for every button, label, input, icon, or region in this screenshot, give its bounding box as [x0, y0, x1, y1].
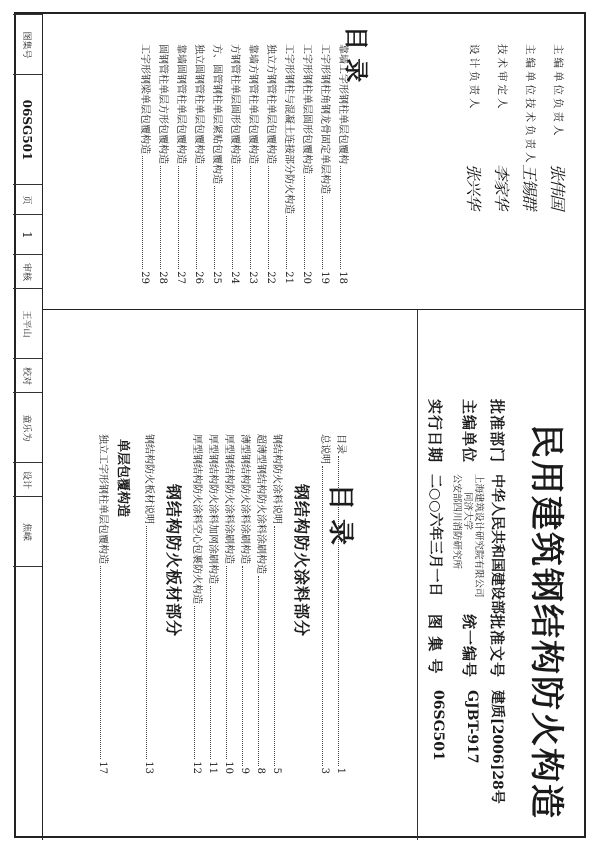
toc-item[interactable]: [194, 44, 208, 284]
toc-title: 目录: [335, 434, 346, 454]
toc-item[interactable]: [248, 44, 262, 284]
toc-page: 22: [265, 271, 276, 284]
toc-title: 靠墙圆钢管柱单层包覆构造: [175, 44, 186, 164]
toc-page: 28: [157, 271, 168, 284]
toc-title: 总说明: [319, 434, 330, 464]
unified-label: 统一编号: [460, 614, 478, 679]
tb-cell: 焦嵘: [13, 496, 42, 567]
signature-label-review: 技术审定人: [496, 44, 508, 112]
page-title: 民用建筑钢结构防火构造: [526, 424, 566, 820]
toc-page: 5: [271, 767, 282, 774]
toc-item[interactable]: [302, 44, 316, 284]
toc-item[interactable]: [158, 44, 172, 284]
toc-title: 钢结构防火涂料说明: [271, 434, 282, 524]
toc-title: 工字形钢梁单层包覆构造: [139, 44, 150, 154]
toc-title: 独立圆钢管柱单层包覆构造: [193, 44, 204, 164]
tb-atlas-value: 06SG501: [13, 74, 42, 185]
toc-title: 工字形钢柱角钢龙骨固定单层构造: [319, 44, 330, 194]
tb-cell: 童乐为: [13, 392, 42, 463]
toc-page: 11: [207, 761, 218, 774]
unified-value: GJBT-917: [464, 690, 480, 764]
atlas-label: 图 集 号: [426, 614, 444, 675]
toc-page: 20: [301, 271, 312, 284]
toc-item[interactable]: [336, 434, 350, 774]
toc-item[interactable]: [320, 434, 334, 774]
toc-item[interactable]: [192, 434, 206, 774]
toc-item[interactable]: [230, 44, 244, 284]
toc-page: 13: [143, 761, 154, 774]
toc-page: 29: [139, 271, 150, 284]
toc-item[interactable]: [212, 44, 226, 284]
toc-page: 12: [191, 761, 202, 774]
toc-item[interactable]: [98, 434, 112, 774]
toc-title: 靠墙工字形钢柱单层包覆构: [337, 44, 348, 164]
signature-label-director: 主编单位负责人: [552, 44, 564, 139]
toc-page: 19: [319, 271, 330, 284]
toc-item[interactable]: [208, 434, 222, 774]
signature-label-design: 设计负责人: [468, 44, 480, 112]
atlas-value: 06SG501: [430, 690, 446, 761]
toc-title: 独立方钢管柱单层包覆构造: [265, 44, 276, 164]
meta-divider: [417, 309, 418, 840]
toc-title: 厚型钢结构防火涂料空心包裹防火构造: [191, 434, 202, 604]
signature-design: 张兴华: [464, 164, 483, 210]
tb-page-label: 页: [13, 184, 42, 215]
toc-title: 靠墙方钢管柱单层包覆构造: [247, 44, 258, 164]
toc-title: 钢结构防火板材说明: [143, 434, 154, 524]
editor-org-1: 上海建筑设计研究院有限公司: [473, 474, 484, 598]
signature-tech: 王锡群: [520, 164, 539, 210]
toc-heading: 目 录: [325, 484, 355, 546]
toc-title: 超薄型钢结构防火涂料涂刷构造: [255, 434, 266, 574]
toc-title: 方钢管柱单层圆形包覆构造: [229, 44, 240, 164]
toc-page: 21: [283, 271, 294, 284]
dept-label: 批准部门: [488, 399, 506, 464]
date-value: 二○○六年三月一日: [427, 474, 443, 597]
tb-cell: 审核: [13, 254, 42, 289]
toc-center-title: 目 录: [342, 26, 371, 83]
toc-title: 工字形钢柱单层圆形包覆构造: [301, 44, 312, 174]
toc-page: 26: [193, 271, 204, 284]
toc-title: 工字形钢柱与混凝土连接部分防火构造: [283, 44, 294, 214]
toc-page: 9: [239, 767, 250, 774]
tb-cell: 校对: [13, 358, 42, 393]
toc-page: 1: [335, 767, 346, 774]
toc-item[interactable]: [144, 434, 158, 774]
toc-title: 厚型钢结构防火涂料加网涂刷构造: [207, 434, 218, 584]
toc-item[interactable]: [176, 44, 190, 284]
toc-page: 8: [255, 767, 266, 774]
toc-title: 厚型钢结构防火涂料涂刷构造: [223, 434, 234, 564]
signature-label-tech: 主编单位技术负责人: [524, 44, 536, 166]
toc-page: 23: [247, 271, 258, 284]
tb-cell: 设计: [13, 462, 42, 497]
tb-atlas-label: 图集号: [13, 14, 42, 75]
toc-page: 17: [97, 761, 108, 774]
tb-cell: 王平山: [13, 288, 42, 359]
tb-blank: [13, 566, 42, 841]
toc-item[interactable]: [224, 434, 238, 774]
dept-value: 中华人民共和国建设部: [489, 474, 505, 614]
editor-label: 主编单位: [460, 399, 478, 464]
toc-item[interactable]: [266, 44, 280, 284]
toc-title: 独立工字形钢柱单层包覆构造: [97, 434, 108, 564]
toc-page: 25: [211, 271, 222, 284]
toc-page: 27: [175, 271, 186, 284]
toc-title: 薄型钢结构防火涂料涂刷构造: [239, 434, 250, 564]
toc-title: 圆钢管柱单层方形包覆构造: [157, 44, 168, 164]
toc-item[interactable]: [284, 44, 298, 284]
rotated-sheet: [14, 14, 586, 840]
title-block: [13, 14, 43, 840]
toc-item[interactable]: [320, 44, 334, 284]
signature-review: 李家华: [492, 164, 511, 210]
section-heading-boards: 钢结构防火板材部分: [164, 484, 183, 638]
signature-director: 张伟国: [548, 164, 567, 210]
approval-label: 批准文号: [488, 614, 506, 679]
toc-page: 18: [337, 271, 348, 284]
approval-value: 建质[2006]28号: [489, 690, 505, 804]
toc-item[interactable]: [240, 434, 254, 774]
column-divider: [43, 309, 586, 310]
editor-org-3: 公安部四川消防研究所: [451, 474, 462, 570]
toc-item[interactable]: [140, 44, 154, 284]
drawing-frame: [14, 12, 586, 838]
section-heading-coatings: 钢结构防火涂料部分: [292, 484, 311, 638]
editor-org-2: 同济大学: [462, 492, 473, 531]
tb-page-value: 1: [13, 214, 42, 255]
toc-page: 3: [319, 767, 330, 774]
toc-page: 10: [223, 761, 234, 774]
subsection-heading: 单层包覆构造: [115, 439, 130, 518]
toc-title: 方、圆管钢柱单层紧贴包覆构造: [211, 44, 222, 184]
toc-page: 24: [229, 271, 240, 284]
toc-item[interactable]: [272, 434, 286, 774]
date-label: 实行日期: [426, 399, 444, 464]
toc-item[interactable]: [256, 434, 270, 774]
